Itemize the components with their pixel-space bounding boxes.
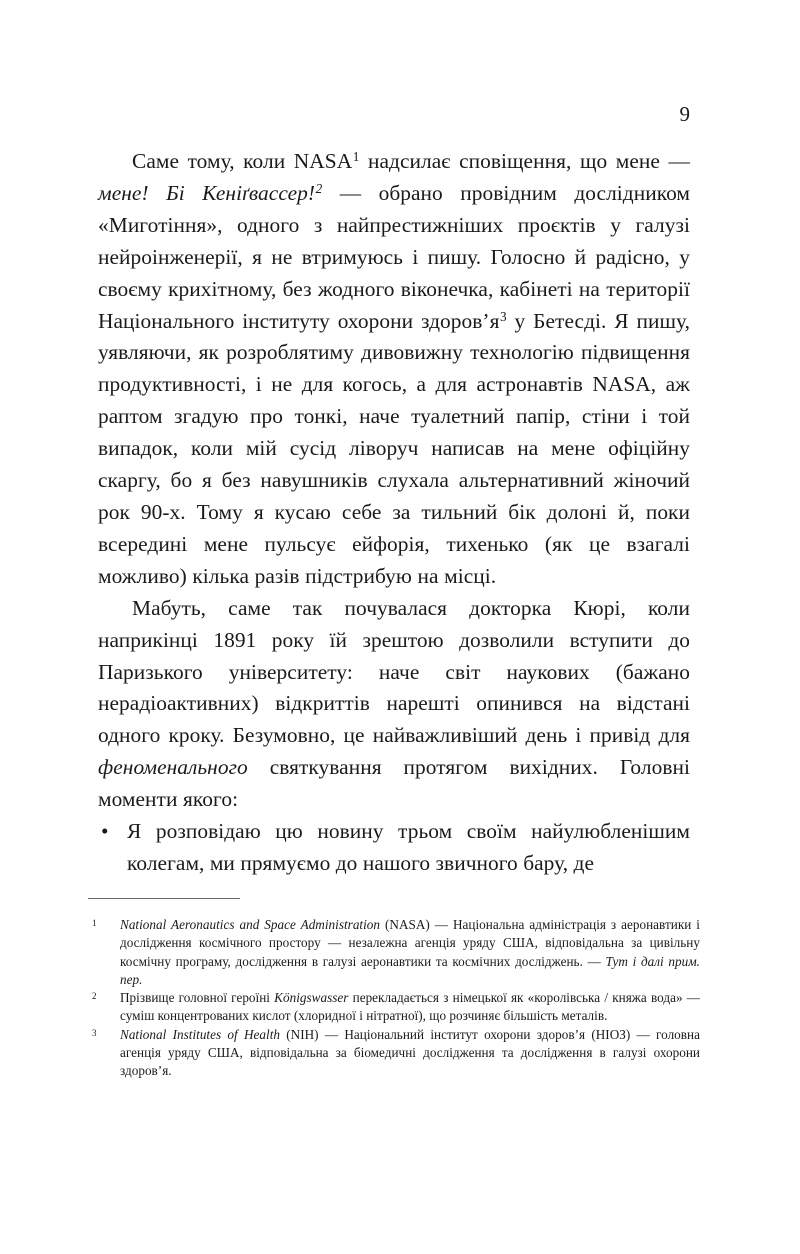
footnote-marker-2[interactable]: 2 <box>315 181 323 197</box>
paragraph-2-italic-emphasis: феноменального <box>98 755 248 780</box>
footnote-number-2: 2 <box>92 991 97 1002</box>
footnote-2-text-rest: перекладається з німецької як «королівська / княжа вода» — суміш концентрованих кислот (хлоридної і нітратної), що розчиняє більшість металів. <box>120 990 700 1024</box>
list-item <box>98 816 690 880</box>
paragraph-second <box>98 593 690 816</box>
footnote-3-text: (NIH) — Національний інститут охорони здоров’я (НІОЗ) — головна агенція уряду США, відповідальна за біомедичні дослідження та дослідження в галузі охорони здоров’я. <box>120 1026 700 1079</box>
footnote-number-3: 3 <box>92 1027 97 1038</box>
paragraph-1-part-1: Саме тому, коли NASA <box>132 149 353 173</box>
footnote-entry-3 <box>88 1026 700 1081</box>
footnote-entry-2 <box>88 989 700 1026</box>
footnote-number-1: 1 <box>92 918 97 928</box>
bullet-dot-icon: • <box>101 819 109 844</box>
footnote-separator-rule <box>88 898 240 899</box>
list-item-text: Я розповідаю цю новину трьом своїм найулюбленішим колегам, ми прямуємо до нашого звичного бару, де <box>127 819 690 875</box>
paragraph-first <box>98 146 690 593</box>
paragraph-1-part-3: — обрано провідним дослідником «Миготіння», одного з найпрестижніших проєктів у галузі нейроінженерії, я не втримуюсь і пишу. Голосно й радісно, у своєму крихітному, без жодного віконечка, кабінеті на території Національного інституту охорони здоров’я <box>98 180 690 333</box>
footnote-1-italic-title: National Aeronautics and Space Administration <box>120 917 381 932</box>
footnotes-section <box>88 898 700 1081</box>
paragraph-1-italic-name: мене! Бі Кеніґвассер! <box>98 180 316 205</box>
footnote-2-text-lead: Прізвище головної героїні <box>120 990 275 1006</box>
footnote-marker-1[interactable]: 1 <box>352 149 360 165</box>
paragraph-2-part-1: Мабуть, саме так почувалася докторка Кюрі, коли наприкінці 1891 року їй зрештою дозволили вступити до Паризького університету: наче світ наукових (бажано нерадіоактивних) відкриттів нарешті опинився на відстані одного кроку. Безумовно, це найважливіший день і привід для <box>98 595 690 748</box>
footnote-2-italic-term: Königswasser <box>274 990 349 1006</box>
paragraph-2-part-2: святкування протягом вихідних. Головні моменти якого: <box>98 755 690 812</box>
bullet-list <box>98 816 690 880</box>
footnote-3-italic-title: National Institutes of Health <box>120 1026 280 1042</box>
footnote-entry-1 <box>88 916 700 989</box>
body-text-block <box>98 146 690 880</box>
footnote-marker-3[interactable]: 3 <box>499 308 507 324</box>
page-folio-number: 9 <box>679 102 690 126</box>
footnote-1-text: (NASA) — Національна адміністрація з аеронавтики і дослідження космічного простору — незалежна агенція уряду США, відповідальна за цивільну космічну програму, дослідження в галузі аеронавтики та космічних досліджень. — <box>120 917 700 969</box>
paragraph-1-part-4: у Бетесді. Я пишу, уявляючи, як розроблятиму дивовижну технологію підвищення продуктивності, і не для когось, а для астронавтів NASA, аж раптом згадую про тонкі, наче туалетний папір, стіни і той випадок, коли мій сусід ліворуч написав на мене офіційну скаргу, бо я без навушників слухала альтернативний жіночий рок 90-х. Тому я кусаю себе за тильний бік долоні й, поки всередині мене пульсує ейфорія, тихенько (як це взагалі можливо) кілька разів підстрибую на місці. <box>98 308 690 588</box>
footnote-1-italic-note: Тут і далі прим. пер. <box>120 953 700 987</box>
paragraph-1-part-2: надсилає сповіщення, що мене — <box>359 149 690 173</box>
